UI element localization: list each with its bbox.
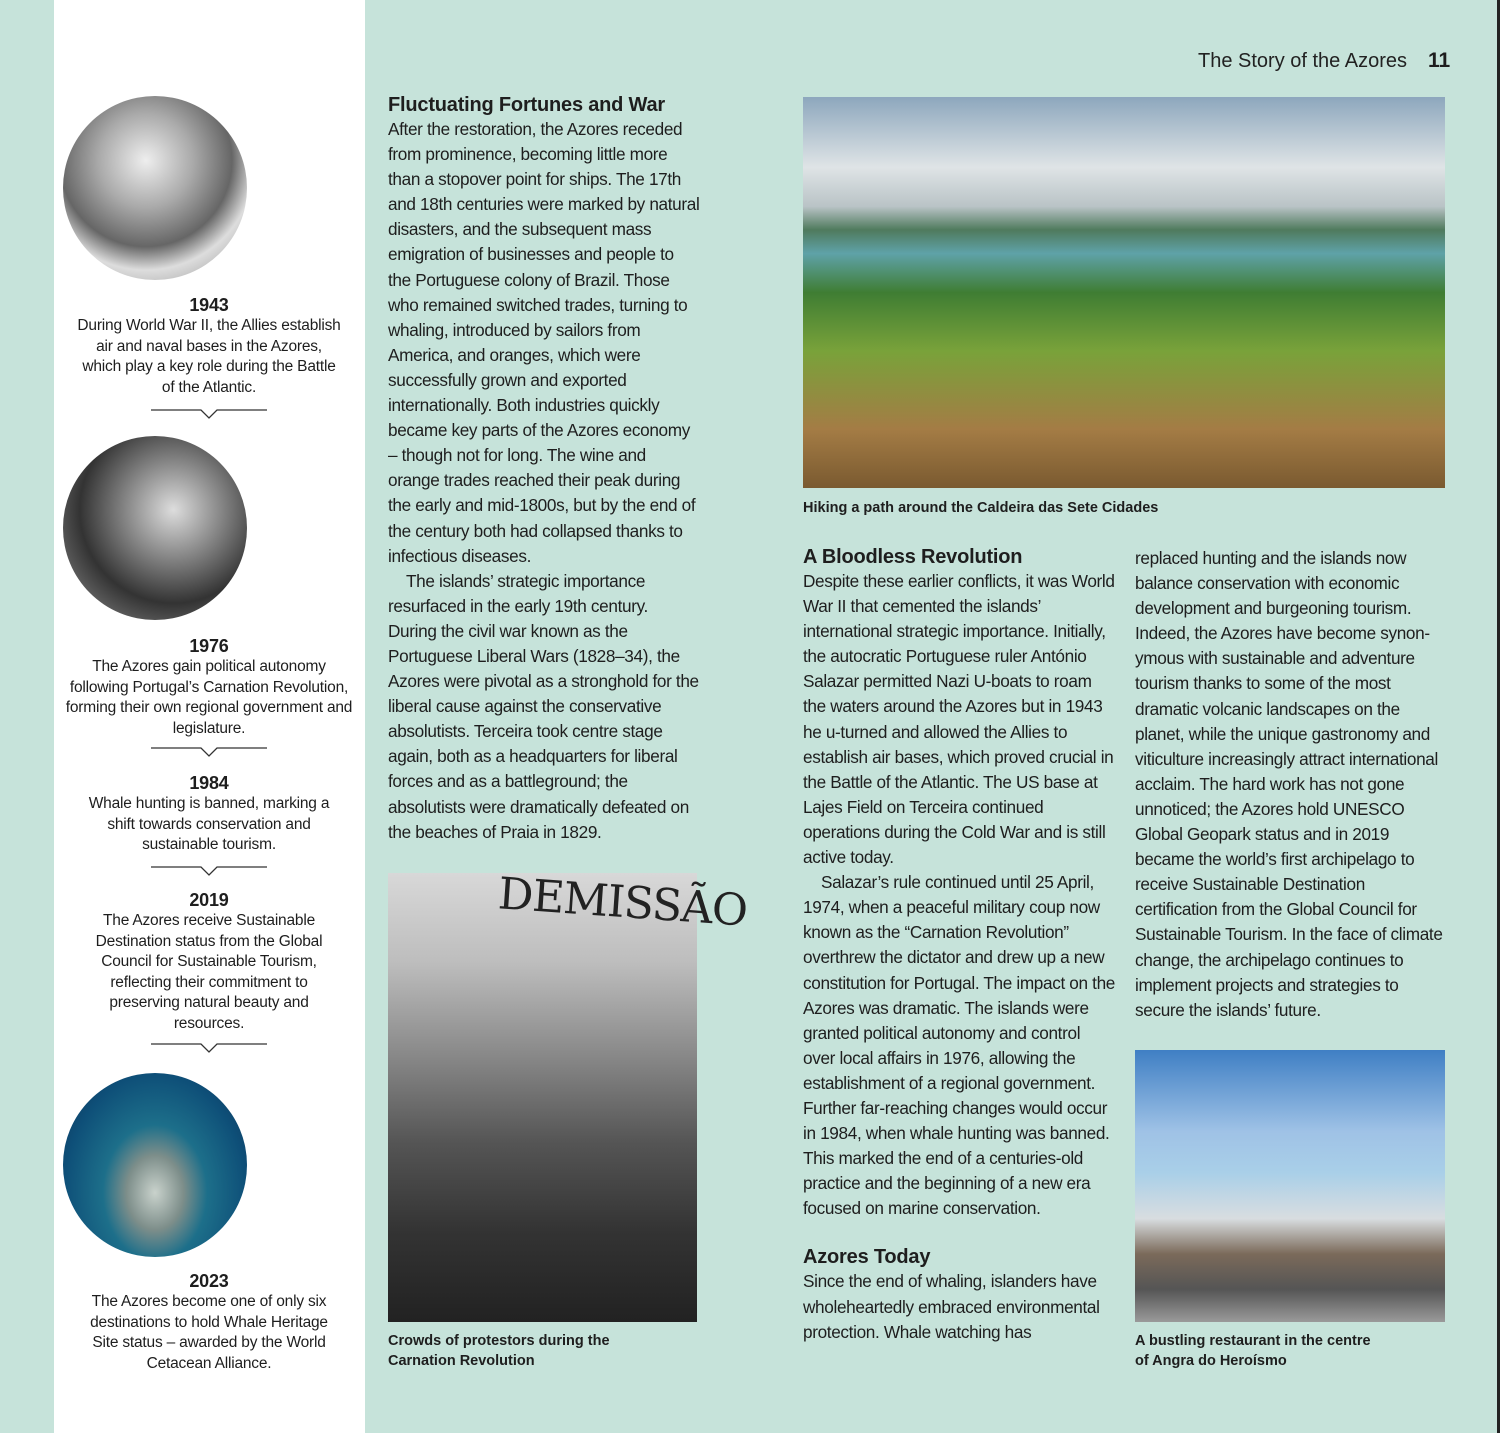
photo-caption: A bustling restaurant in the centre of Angra do Heroísmo	[1135, 1333, 1371, 1369]
section-fluctuating-fortunes	[388, 93, 700, 845]
timeline-year: 1943	[189, 295, 229, 315]
body-paragraph: After the restoration, the Azores receded from prominence, becoming little more than a stopover point for ships. The 17th and 18th centuries were marked by natural disasters, and the subsequent mass emigration of businesses and people to the Portuguese colony of Brazil. Those who remained switched trades, turning to whaling, introduced by sailors from America, and oranges, which were successfully grown and exported internationally. Both industries quickly became key parts of the Azores economy – though not for long. The wine and orange trades reached their peak during the early and mid-1800s, but by the end of the century both had collapsed thanks to infectious diseases.	[388, 119, 700, 566]
section-heading: A Bloodless Revolution	[803, 546, 1023, 568]
photo-caption: Crowds of protestors during the Carnation Revolution	[388, 1333, 610, 1369]
timeline-photo-aircraft	[63, 96, 247, 280]
timeline-entry	[64, 294, 354, 398]
section-bloodless-revolution	[803, 545, 1115, 1345]
running-header: The Story of the Azores	[1198, 50, 1407, 72]
timeline-year: 2019	[189, 890, 229, 910]
timeline-text: The Azores receive Sustainable Destination status from the Global Council for Sustainable Tourism, reflecting their commitment to preserving natural beauty and resources.	[95, 912, 323, 1032]
section-heading: Fluctuating Fortunes and War	[388, 94, 665, 116]
timeline-divider-chevron-icon	[151, 1043, 267, 1055]
body-paragraph: The islands’ strategic importance resurfaced in the early 19th century. During the civil war known as the Portuguese Liberal Wars (1828–34), the Azores were pivotal as a stronghold for the liberal cause against the conservative absolutists. Terceira took centre stage again, both as a headquarters for liberal forces and as a battleground; the absolutists were dramatically defeated on the beaches of Praia in 1829.	[388, 570, 699, 842]
timeline-text: During World War II, the Allies establish air and naval bases in the Azores, which play a key role during the Battle of the Atlantic.	[77, 317, 341, 396]
timeline-divider-chevron-icon	[151, 409, 267, 421]
timeline-entry	[64, 1270, 354, 1374]
timeline-divider-chevron-icon	[151, 866, 267, 878]
timeline-divider-chevron-icon	[151, 747, 267, 759]
photo-angra-restaurant	[1135, 1050, 1445, 1322]
body-paragraph: replaced hunting and the islands now balance conservation with economic development and burgeoning tourism. Indeed, the Azores have become synonymous with sustainable and adventure tourism thanks to some of the most dramatic volcanic landscapes on the planet, while the unique gastronomy and viticulture increasingly attract international acclaim. The hard work has not gone unnoticed; the Azores hold UNESCO Global Geopark status and in 2019 became the world’s first archipelago to receive Sustainable Destination certification from the Global Council for Sustainable Tourism. In the face of climate change, the archipelago continues to implement projects and strategies to secure the islands’ future.	[1135, 548, 1443, 1020]
photo-caption: Hiking a path around the Caldeira das Sete Cidades	[803, 500, 1159, 516]
timeline-text: The Azores gain political autonomy following Portugal’s Carnation Revolution, forming their own regional government and legislature.	[65, 658, 353, 737]
body-paragraph: Salazar’s rule continued until 25 April, 1974, when a peaceful military coup now known as the “Carnation Revolution” overthrew the dictator and drew up a new constitution for Portugal. The impact on the Azores was dramatic. The islands were granted political autonomy and control over local affairs in 1976, allowing the establishment of a regional government. Further far-reaching changes would occur in 1984, when whale hunting was banned. This marked the end of a centuries-old practice and the beginning of a new era focused on marine conservation.	[803, 872, 1115, 1219]
timeline-year: 1976	[189, 636, 229, 656]
timeline-entry	[64, 635, 354, 739]
protest-sign-text: DEMISSÃO	[496, 868, 749, 937]
timeline-year: 1984	[189, 773, 229, 793]
page-number: 11	[1428, 49, 1451, 72]
timeline-photo-whale	[63, 1073, 247, 1257]
photo-carnation-revolution-protest	[388, 868, 749, 1322]
body-paragraph: Despite these earlier conflicts, it was World War II that cemented the islands’ international strategic importance. Initially, the autocratic Portuguese ruler António Salazar permitted Nazi U-boats to roam the waters around the Azores but in 1943 he u-turned and allowed the Allies to establish air bases, which proved crucial in the Battle of the Atlantic. The US base at Lajes Field on Terceira continued operations during the Cold War and is still active today.	[803, 571, 1115, 868]
timeline-photo-protest	[63, 436, 247, 620]
section-heading: Azores Today	[803, 1246, 931, 1269]
timeline-text: Whale hunting is banned, marking a shift towards conservation and sustainable tourism.	[88, 795, 330, 853]
timeline-entry	[64, 889, 354, 1034]
section-azores-today-continued	[1135, 546, 1449, 1023]
timeline-entry	[64, 772, 354, 856]
timeline-text: The Azores become one of only six destinations to hold Whale Heritage Site status – awarded by the World Cetacean Alliance.	[90, 1293, 328, 1372]
body-paragraph: Since the end of whaling, islanders have wholeheartedly embraced environmental protection. Whale watching has	[803, 1271, 1100, 1342]
photo-caldeira-sete-cidades	[803, 97, 1445, 488]
timeline-year: 2023	[189, 1271, 229, 1291]
